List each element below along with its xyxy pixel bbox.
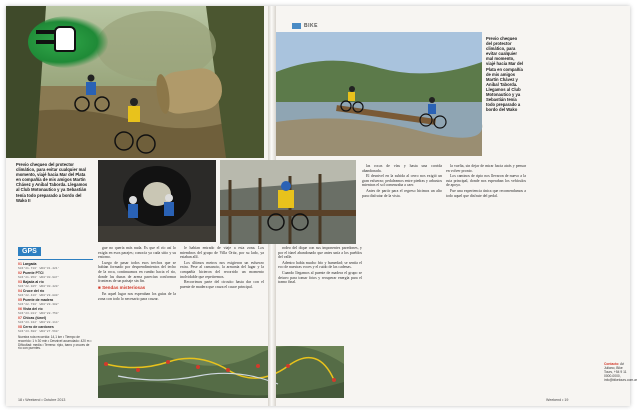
- gps-row: [18, 289, 93, 298]
- paragraph: Luego de pasar todos esos trechos que se habían formado por desprendimientos del techo de la roca, continuamos en rumbo hacia el río, donde las dunas de arena parecían conformar fronteras de un paisaje sin fin.: [98, 260, 176, 284]
- gps-row: [18, 307, 93, 316]
- river-crossing-art: [276, 32, 482, 156]
- gps-row: [18, 298, 93, 307]
- credit-text: Ari Juliano, Bike Tours, +54 9 11 0000-0000, info@biketours.com.ar: [604, 362, 638, 382]
- route-map: [98, 346, 344, 398]
- gps-row: [18, 325, 93, 334]
- paragraph: En aquel lugar nos esperaban los guías de la zona con todo lo necesario para cruzar.: [98, 292, 176, 301]
- paragraph: las rocas de vías y hasta una corrida abandonada.: [362, 164, 442, 173]
- route-map-art: [98, 346, 344, 398]
- bridge-photo: [220, 160, 356, 244]
- gps-rule: [18, 259, 93, 260]
- paragraph: gue no quería más nada. Es que el río así lo exigía en esos parajes; conocía ya cada sitio y su entorno.: [98, 246, 176, 260]
- tunnel-photo: [98, 160, 216, 242]
- gps-row-name: Vista del río: [22, 307, 43, 311]
- weekend-logo: [28, 16, 108, 68]
- gps-row-coord: S34°23.011' W60°28.750': [18, 312, 60, 315]
- paragraph: la vuelta, sin dejar de mirar hacia atrás y pensar en volver pronto.: [446, 164, 526, 173]
- left-text-col-2: [180, 246, 264, 346]
- gps-row-coord: S34°22.730' W60°29.302': [18, 303, 60, 306]
- gps-row-num: 08: [18, 325, 22, 329]
- gps-row-coord: S34°22.416' W60°29.880': [18, 294, 60, 297]
- paragraph: El desnivel en la subida al cerro nos exigió un gran esfuerzo; pedaleamos entre piedras y arbustos mientras el sol comenzaba a caer.: [362, 174, 442, 188]
- gps-row-name: Cruce del río: [22, 289, 45, 293]
- gps-note: Nuestra ruta recorrida: 14,1 km • Tiempo de recorrido: 1 h 30 min • Desnivel acumulado: 420 m • Dificultad: media • Terreno: ripio, barro y cruces de río con puentes.: [18, 335, 92, 351]
- magazine-spread: [6, 6, 638, 406]
- paragraph: Antes de partir para el regreso hicimos un alto para disfrutar de la vista.: [362, 188, 442, 198]
- paragraph: rodeo del dique con sus imponentes paredones, y por el túnel abandonado que antes unía a los pueblos del valle.: [278, 246, 362, 260]
- logo-bar-top: [36, 30, 56, 34]
- paragraph: Los últimos metros nos exigieron un esfuerzo extra. Pese al cansancio, la armonía del lugar y la compañía hicieron del recorrido un momento inolvidable que repetiremos.: [180, 260, 264, 279]
- left-text-col-1: [98, 246, 176, 346]
- paragraph: Recorrimos parte del circuito hasta dar con el puente de madera que cruza el cauce principal.: [180, 280, 264, 289]
- section-label: BIKE: [304, 23, 318, 29]
- gps-list: [18, 262, 93, 334]
- gps-row-coord: S34°21.710' W60°31.421': [18, 267, 60, 270]
- gps-row-num: 03: [18, 280, 22, 284]
- paragraph: Cuando llegamos al puente de madera el grupo se detuvo para tomar fotos y recuperar energía para el tramo final.: [278, 270, 362, 285]
- gps-row-num: 06: [18, 307, 22, 311]
- subhead-text: Sendas misteriosas: [102, 284, 146, 290]
- gps-row-name: Cerro de cardones: [22, 325, 54, 329]
- gps-row-coord: S34°23.342' W60°28.114': [18, 321, 60, 324]
- bridge-photo-art: [220, 160, 356, 244]
- gps-row-name: Largada: [22, 262, 37, 266]
- credit-label: Contacto:: [604, 362, 620, 366]
- gps-row-num: 01: [18, 262, 22, 266]
- logo-bar-bottom: [36, 40, 56, 44]
- gps-row-num: 07: [18, 316, 22, 320]
- section-mark: [292, 23, 301, 29]
- right-photo-caption: Previo chequeo del protector climático, para evitar cualquier mal momento, viajé hacia Mar del Plata en compañía de mis amigos Martín Chávez y Anibal Taborda. Llegamos al Club Motonautico y ya Sebastián tenía todo preparado a bordo del Wako: [486, 36, 524, 113]
- hand-icon: [54, 26, 76, 52]
- contact-credit: [604, 362, 638, 382]
- river-crossing-photo: [276, 32, 482, 156]
- gps-row-coord: S34°22.105' W60°30.420': [18, 285, 60, 288]
- left-photo-caption: Previo chequeo del protector climático, para evitar cualquier mal momento, viajé hacia Mar del Plata en compañía de mis amigos Martín Chávez y Anibal Taborda. Llegamos al Club Motonautico y ya Sebastián tenía todo preparado a bordo del Wako II: [16, 162, 88, 203]
- right-folio: Weekend • 19: [546, 398, 569, 402]
- gps-row-coord: S34°21.950' W60°30.987': [18, 276, 60, 279]
- gps-row: [18, 280, 93, 289]
- right-text-col-2: [362, 164, 442, 344]
- left-folio: 18 • Weekend • Octubre 2013: [18, 398, 66, 402]
- gps-row-name: Puente de madera: [22, 298, 54, 302]
- gps-title: GPS: [18, 247, 41, 256]
- right-text-col-3: [446, 164, 526, 394]
- gps-row-num: 04: [18, 289, 22, 293]
- gps-row-num: 05: [18, 298, 22, 302]
- gps-row: [18, 271, 93, 280]
- paragraph: Fue una experiencia única que recomendamos a todo aquel que disfrute del pedal.: [446, 188, 526, 198]
- paragraph: Adentro había mucho frío y humedad; se sentía el eco de nuestras voces y el ruido de las cadenas.: [278, 260, 362, 270]
- gps-row: [18, 316, 93, 325]
- gps-row: [18, 262, 93, 271]
- gps-row-num: 02: [18, 271, 22, 275]
- right-text-col-1: [278, 246, 362, 344]
- gps-row-coord: S34°23.690' W60°27.560': [18, 330, 60, 333]
- gps-row-name: Puente PTCI: [22, 271, 44, 275]
- section-subhead: ■ Sendas misteriosas: [98, 284, 146, 290]
- paragraph: Los caminos de ripio nos llevaron de nuevo a la ruta principal, donde nos esperaban los vehículos de apoyo.: [446, 174, 526, 188]
- gps-row-name: Chicas (túnel): [22, 316, 47, 320]
- gps-box: [18, 240, 93, 390]
- gps-row-name: Bajada al río: [22, 280, 44, 284]
- paragraph: le habían entrado de viaje a esta zona. Los miembros del grupo de Villa Ortiz, por su lado, ya estaban allí.: [180, 246, 264, 260]
- tunnel-photo-art: [98, 160, 216, 242]
